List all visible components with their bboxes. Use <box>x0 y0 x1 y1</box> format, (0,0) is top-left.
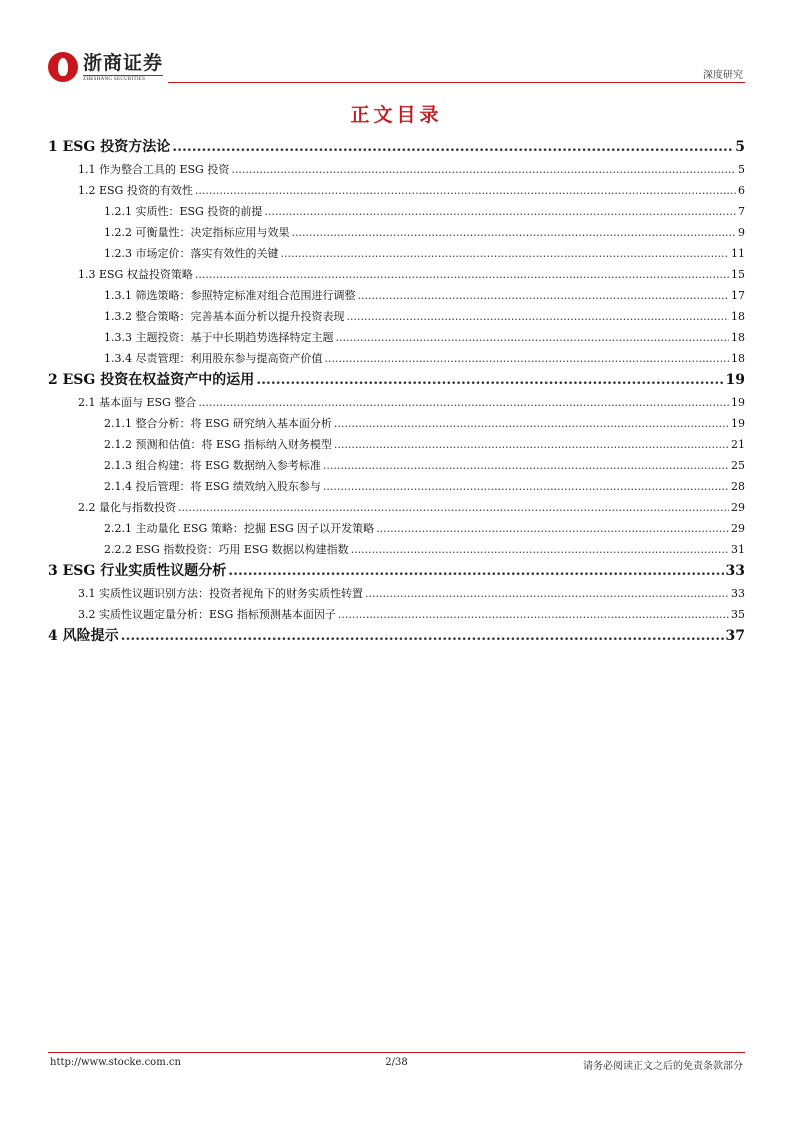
toc-entry-label: 3.1 实质性议题识别方法：投资者视角下的财务实质性转置 <box>78 587 363 600</box>
toc-entry-page: 5 <box>735 139 745 155</box>
toc-entry-page: 33 <box>731 587 745 600</box>
toc-entry-page: 29 <box>731 522 745 535</box>
toc-entry-label: 2 ESG 投资在权益资产中的运用 <box>48 372 255 388</box>
dot-leader <box>195 180 736 201</box>
toc-entry-page: 18 <box>731 352 745 365</box>
logo-en: ZHESHANG SECURITIES <box>83 75 163 82</box>
toc-entry-label: 2.2.2 ESG 指数投资：巧用 ESG 数据以构建指数 <box>104 543 349 556</box>
toc-entry[interactable] <box>48 306 745 327</box>
dot-leader <box>357 285 729 306</box>
toc-entry[interactable] <box>48 455 745 476</box>
dot-leader <box>195 264 729 285</box>
toc-entry[interactable] <box>48 222 745 243</box>
toc-entry-page: 7 <box>738 205 745 218</box>
toc-entry-page: 35 <box>731 608 745 621</box>
toc-entry-page: 31 <box>731 543 745 556</box>
toc-entry-label: 2.2 量化与指数投资 <box>78 501 176 514</box>
toc-entry[interactable] <box>48 392 745 413</box>
toc-entry-label: 1.2.3 市场定价：落实有效性的关键 <box>104 247 279 260</box>
toc-entry[interactable] <box>48 136 745 159</box>
toc-entry-page: 25 <box>731 459 745 472</box>
toc-entry[interactable] <box>48 348 745 369</box>
toc-entry-page: 6 <box>738 184 745 197</box>
toc-entry[interactable] <box>48 560 745 583</box>
toc-entry-page: 19 <box>731 396 745 409</box>
footer-disclaimer: 请务必阅读正文之后的免责条款部分 <box>583 1061 743 1072</box>
toc-entry-label: 3.2 实质性议题定量分析：ESG 指标预测基本面因子 <box>78 608 336 621</box>
dot-leader <box>351 539 729 560</box>
toc-entry-label: 1.3 ESG 权益投资策略 <box>78 268 193 281</box>
dot-leader <box>365 583 729 604</box>
toc-entry-page: 21 <box>731 438 745 451</box>
dot-leader <box>324 348 729 369</box>
dot-leader <box>280 243 729 264</box>
dot-leader <box>198 392 729 413</box>
dot-leader <box>291 222 736 243</box>
toc-entry-page: 11 <box>731 247 745 260</box>
toc-entry-page: 28 <box>731 480 745 493</box>
toc-entry[interactable] <box>48 539 745 560</box>
toc-entry[interactable] <box>48 369 745 392</box>
footer-divider <box>48 1052 745 1053</box>
header-divider <box>168 82 745 83</box>
logo-cn: 浙商证券 <box>83 51 164 74</box>
dot-leader <box>172 136 733 159</box>
toc-entry[interactable] <box>48 625 745 648</box>
dot-leader <box>256 369 723 392</box>
toc-entry-label: 2.1 基本面与 ESG 整合 <box>78 396 197 409</box>
toc-entry-label: 1.3.3 主题投资：基于中长期趋势选择特定主题 <box>104 331 334 344</box>
toc-entry-page: 9 <box>738 226 745 239</box>
toc-entry-label: 1.2.2 可衡量性：决定指标应用与效果 <box>104 226 290 239</box>
toc-entry[interactable] <box>48 159 745 180</box>
toc-entry-label: 2.2.1 主动量化 ESG 策略：挖掘 ESG 因子以开发策略 <box>104 522 375 535</box>
dot-leader <box>346 306 729 327</box>
report-type: 深度研究 <box>703 70 743 81</box>
toc-entry-label: 3 ESG 行业实质性议题分析 <box>48 563 227 579</box>
dot-leader <box>228 560 723 583</box>
dot-leader <box>338 604 729 625</box>
toc-entry[interactable] <box>48 497 745 518</box>
dot-leader <box>121 625 724 648</box>
dot-leader <box>178 497 729 518</box>
dot-leader <box>323 455 729 476</box>
toc-entry[interactable] <box>48 201 745 222</box>
page-title: 正文目录 <box>350 104 443 126</box>
toc-entry-label: 1.1 作为整合工具的 ESG 投资 <box>78 163 230 176</box>
toc-entry[interactable] <box>48 518 745 539</box>
toc-entry-label: 2.1.4 投后管理：将 ESG 绩效纳入股东参与 <box>104 480 321 493</box>
toc-entry[interactable] <box>48 180 745 201</box>
toc-entry-label: 2.1.2 预测和估值：将 ESG 指标纳入财务模型 <box>104 438 332 451</box>
dot-leader <box>323 476 729 497</box>
toc-entry-label: 1.3.1 筛选策略：参照特定标准对组合范围进行调整 <box>104 289 356 302</box>
toc-entry-page: 19 <box>725 372 745 388</box>
toc-entry-label: 2.1.1 整合分析：将 ESG 研究纳入基本面分析 <box>104 417 332 430</box>
toc-entry-page: 18 <box>731 310 745 323</box>
page-number: 2/38 <box>385 1057 408 1068</box>
toc-entry[interactable] <box>48 583 745 604</box>
toc-entry-label: 4 风险提示 <box>48 628 119 644</box>
toc-entry-page: 17 <box>731 289 745 302</box>
toc-entry[interactable] <box>48 476 745 497</box>
toc-entry-label: 2.1.3 组合构建：将 ESG 数据纳入参考标准 <box>104 459 321 472</box>
toc-entry-label: 1 ESG 投资方法论 <box>48 139 171 155</box>
toc-entry-page: 37 <box>725 628 745 644</box>
footer-url[interactable]: http://www.stocke.com.cn <box>50 1057 181 1068</box>
toc-entry-page: 19 <box>731 417 745 430</box>
toc-entry[interactable] <box>48 243 745 264</box>
toc-entry-label: 1.2 ESG 投资的有效性 <box>78 184 193 197</box>
dot-leader <box>334 413 729 434</box>
toc-entry-page: 5 <box>738 163 745 176</box>
toc-entry-label: 1.2.1 实质性：ESG 投资的前提 <box>104 205 263 218</box>
toc-entry[interactable] <box>48 327 745 348</box>
company-logo <box>48 52 163 82</box>
dot-leader <box>335 327 729 348</box>
toc-entry-label: 1.3.4 尽责管理：利用股东参与提高资产价值 <box>104 352 323 365</box>
toc-entry[interactable] <box>48 434 745 455</box>
toc-entry[interactable] <box>48 604 745 625</box>
toc-entry-page: 29 <box>731 501 745 514</box>
dot-leader <box>334 434 729 455</box>
dot-leader <box>231 159 736 180</box>
toc-entry-page: 15 <box>731 268 745 281</box>
toc-entry[interactable] <box>48 285 745 306</box>
dot-leader <box>376 518 729 539</box>
toc-entry[interactable] <box>48 413 745 434</box>
toc-entry-page: 33 <box>725 563 745 579</box>
logo-mark-icon <box>48 52 78 82</box>
toc-entry[interactable] <box>48 264 745 285</box>
toc-entry-label: 1.3.2 整合策略：完善基本面分析以提升投资表现 <box>104 310 345 323</box>
table-of-contents <box>48 136 745 648</box>
dot-leader <box>264 201 736 222</box>
toc-entry-page: 18 <box>731 331 745 344</box>
